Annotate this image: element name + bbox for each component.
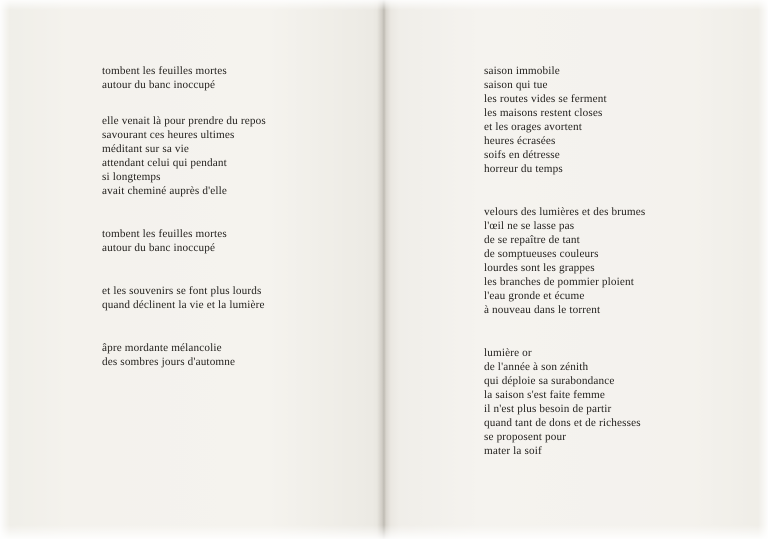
verse-line: velours des lumières et des brumes: [484, 206, 646, 218]
stanza: [484, 205, 768, 317]
verse-line: tombent les feuilles mortes: [102, 228, 227, 240]
verse-line: et les souvenirs se font plus lourds: [102, 285, 262, 297]
verse-line: se proposent pour: [484, 431, 567, 443]
verse-line: l'œil ne se lasse pas: [484, 220, 575, 232]
verse-line: saison immobile: [484, 65, 560, 77]
verse-line: savourant ces heures ultimes: [102, 129, 235, 141]
verse-line: autour du banc inoccupé: [102, 242, 216, 254]
verse-line: autour du banc inoccupé: [102, 79, 216, 91]
verse-line: à nouveau dans le torrent: [484, 304, 601, 316]
verse-line: qui déploie sa surabondance: [484, 375, 615, 387]
verse-line: horreur du temps: [484, 163, 563, 175]
verse-line: les routes vides se ferment: [484, 93, 607, 105]
verse-line: quand tant de dons et de richesses: [484, 417, 641, 429]
stanza: [102, 341, 384, 369]
verse-line: saison qui tue: [484, 79, 548, 91]
verse-line: soifs en détresse: [484, 149, 560, 161]
stanza: [484, 64, 768, 176]
verse-line: âpre mordante mélancolie: [102, 342, 222, 354]
verse-line: heures écrasées: [484, 135, 556, 147]
verse-line: il n'est plus besoin de partir: [484, 403, 612, 415]
verse-line: si longtemps: [102, 171, 161, 183]
stanza: [102, 64, 384, 92]
verse-line: elle venait là pour prendre du repos: [102, 115, 266, 127]
verse-line: lumière or: [484, 347, 532, 359]
verse-line: mater la soif: [484, 445, 542, 457]
verse-line: méditant sur sa vie: [102, 143, 190, 155]
stanza: [102, 284, 384, 312]
verse-line: lourdes sont les grappes: [484, 262, 595, 274]
stanza: [102, 114, 384, 198]
verse-line: l'eau gronde et écume: [484, 290, 585, 302]
verse-line: de somptueuses couleurs: [484, 248, 599, 260]
verse-line: tombent les feuilles mortes: [102, 65, 227, 77]
stanza: [484, 346, 768, 458]
verse-line: quand déclinent la vie et la lumière: [102, 299, 265, 311]
verse-line: les maisons restent closes: [484, 107, 603, 119]
verse-line: et les orages avortent: [484, 121, 583, 133]
verse-line: la saison s'est faite femme: [484, 389, 606, 401]
verse-line: des sombres jours d'automne: [102, 356, 236, 368]
stanza: [102, 227, 384, 255]
verse-line: attendant celui qui pendant: [102, 157, 227, 169]
verse-line: les branches de pommier ploient: [484, 276, 635, 288]
verse-line: avait cheminé auprès d'elle: [102, 185, 228, 197]
verse-line: de se repaître de tant: [484, 234, 580, 246]
right-page-text: [384, 0, 768, 539]
verse-line: de l'année à son zénith: [484, 361, 589, 373]
